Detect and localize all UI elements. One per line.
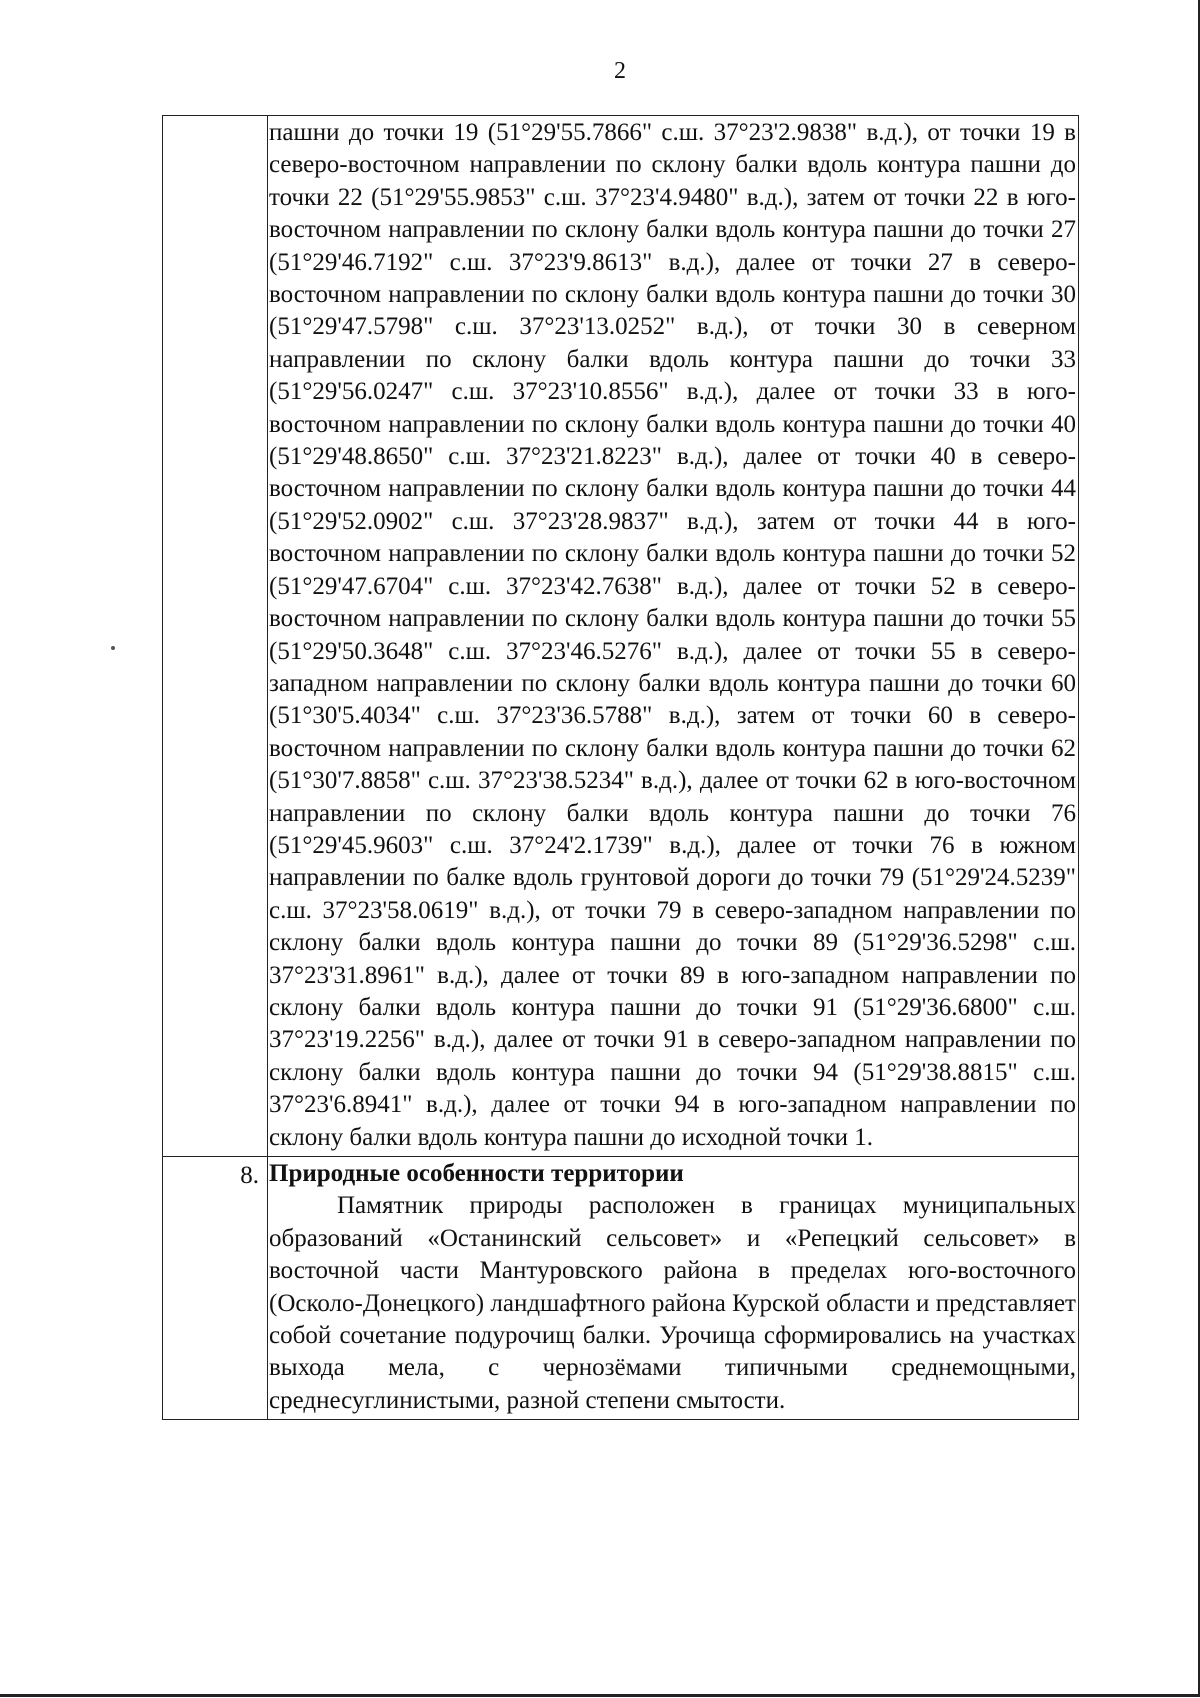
row-text-cell	[268, 116, 1079, 1157]
section-heading: Природные особенности территории	[269, 1160, 684, 1187]
row-number-cell	[163, 116, 268, 1157]
scan-speck	[111, 646, 115, 650]
document-table	[162, 115, 1079, 1420]
row-number-cell: 8.	[163, 1157, 268, 1420]
row-text-cell	[268, 1157, 1079, 1420]
table-row	[163, 1157, 1079, 1420]
table-row	[163, 116, 1079, 1157]
page-number: 2	[614, 58, 626, 84]
natural-features-text: Памятник природы расположен в границах муниципальных образований «Останинский сельсовет» и «Репецкий сельсовет» в восточной части Мантуровского района в пределах юго-восточного (Осколо-Донецкого) ландшафтного района Курской области и представляет собой сочетание подурочищ балки. Урочища сформировались на участках выхода мела, с чернозёмами типичными среднемощными, среднесуглинистыми, разной степени смытости.	[269, 1192, 1076, 1414]
boundary-description-text: пашни до точки 19 (51°29'55.7866" с.ш. 37°23'2.9838" в.д.), от точки 19 в северо-восточном направлении по склону балки вдоль контура пашни до точки 22 (51°29'55.9853" с.ш. 37°23'4.9480" в.д.), затем от точки 22 в юго-восточном направлении по склону балки вдоль контура пашни до точки 27 (51°29'46.7192" с.ш. 37°23'9.8613" в.д.), далее от точки 27 в северо-восточном направлении по склону балки вдоль контура пашни до точки 30 (51°29'47.5798" с.ш. 37°23'13.0252" в.д.), от точки 30 в северном направлении по склону балки вдоль контура пашни до точки 33 (51°29'56.0247" с.ш. 37°23'10.8556" в.д.), далее от точки 33 в юго-восточном направлении по склону балки вдоль контура пашни до точки 40 (51°29'48.8650" с.ш. 37°23'21.8223" в.д.), далее от точки 40 в северо-восточном направлении по склону балки вдоль контура пашни до точки 44 (51°29'52.0902" с.ш. 37°23'28.9837" в.д.), затем от точки 44 в юго-восточном направлении по склону балки вдоль контура пашни до точки 52 (51°29'47.6704" с.ш. 37°23'42.7638" в.д.), далее от точки 52 в северо-восточном направлении по склону балки вдоль контура пашни до точки 55 (51°29'50.3648" с.ш. 37°23'46.5276" в.д.), далее от точки 55 в северо-западном направлении по склону балки вдоль контура пашни до точки 60 (51°30'5.4034" с.ш. 37°23'36.5788" в.д.), затем от точки 60 в северо-восточном направлении по склону балки вдоль контура пашни до точки 62 (51°30'7.8858" с.ш. 37°23'38.5234" в.д.), далее от точки 62 в юго-восточном направлении по склону балки вдоль контура пашни до точки 76 (51°29'45.9603" с.ш. 37°24'2.1739" в.д.), далее от точки 76 в южном направлении по балке вдоль грунтовой дороги до точки 79 (51°29'24.5239" с.ш. 37°23'58.0619" в.д.), от точки 79 в северо-западном направлении по склону балки вдоль контура пашни до точки 89 (51°29'36.5298" с.ш. 37°23'31.8961" в.д.), далее от точки 89 в юго-западном направлении по склону балки вдоль контура пашни до точки 91 (51°29'36.6800" с.ш. 37°23'19.2256" в.д.), далее от точки 91 в северо-западном направлении по склону балки вдоль контура пашни до точки 94 (51°29'38.8815" с.ш. 37°23'6.8941" в.д.), далее от точки 94 в юго-западном направлении по склону балки вдоль контура пашни до исходной точки 1.	[269, 119, 1076, 1151]
